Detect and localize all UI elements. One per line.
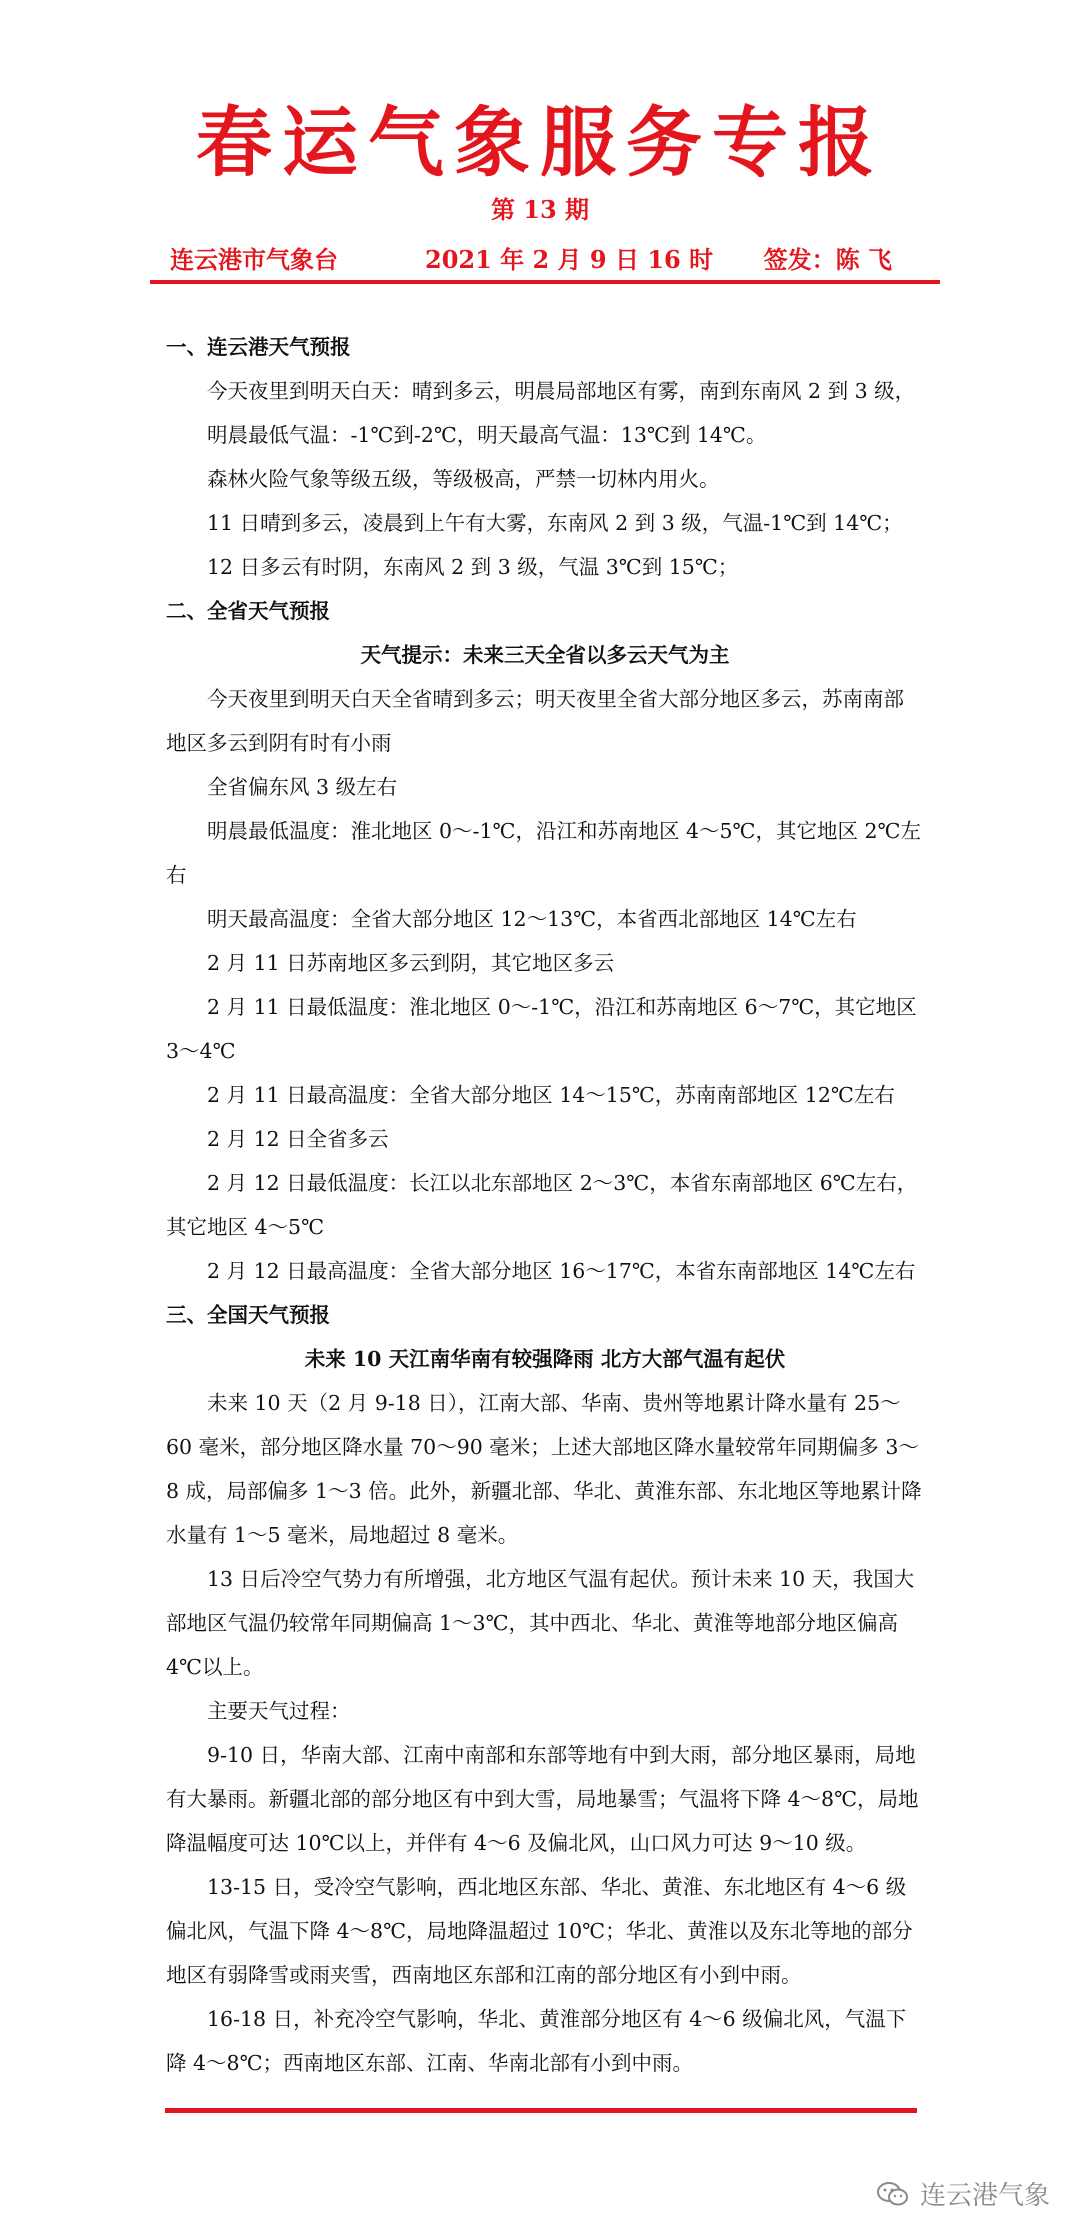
footer-divider [165,2108,917,2113]
paragraph: 全省偏东风 3 级左右 [207,775,398,799]
paragraph: 11 日晴到多云，凌晨到上午有大雾，东南风 2 到 3 级，气温-1℃到 14℃； [207,511,903,535]
header-divider [150,280,940,284]
section-subtitle: 天气提示：未来三天全省以多云天气为主 [360,643,730,667]
paragraph: 明晨最低温度：淮北地区 0～-1℃，沿江和苏南地区 4～5℃，其它地区 2℃左右 [166,819,921,887]
wechat-icon [876,2181,910,2207]
paragraph: 12 日多云有时阴，东南风 2 到 3 级，气温 3℃到 15℃； [207,555,739,579]
paragraph: 今天夜里到明天白天全省晴到多云；明天夜里全省大部分地区多云，苏南南部地区多云到阴有时有小雨 [166,687,904,755]
paragraph: 今天夜里到明天白天：晴到多云，明晨局部地区有雾，南到东南风 2 到 3 级， [207,379,916,403]
watermark-text: 连云港气象 [919,2181,1050,2211]
paragraph: 13 日后冷空气势力有所增强，北方地区气温有起伏。预计未来 10 天，我国大部地区气温仍较常年同期偏高 1～3℃，其中西北、华北、黄淮等地部分地区偏高 4℃以上。 [166,1567,915,1679]
paragraph: 2 月 11 日最高温度：全省大部分地区 14～15℃，苏南南部地区 12℃左右 [207,1083,895,1107]
paragraph: 9-10 日，华南大部、江南中南部和东部等地有中到大雨，部分地区暴雨，局地有大暴雨。新疆北部的部分地区有中到大雪，局地暴雪；气温将下降 4～8℃，局地降温幅度可达 10℃以上，并伴有 4～6 及偏北风，山口风力可达 9～10 级。 [166,1743,919,1855]
issue-number: 第 13 期 [490,195,590,224]
paragraph: 明晨最低气温：-1℃到-2℃，明天最高气温：13℃到 14℃。 [207,423,767,447]
paragraph: 主要天气过程： [207,1699,351,1723]
page-title: 春运气象服务专报 [196,98,884,187]
paragraph: 16-18 日，补充冷空气影响，华北、黄淮部分地区有 4～6 级偏北风，气温下降 4～8℃；西南地区东部、江南、华南北部有小到中雨。 [166,2007,907,2075]
account-watermark [876,2175,1050,2212]
section-heading: 三、全国天气预报 [166,1303,330,1327]
header-meta [170,240,910,274]
report-body [166,325,924,2085]
signer: 签发：陈 飞 [763,245,892,274]
paragraph: 明天最高温度：全省大部分地区 12～13℃，本省西北部地区 14℃左右 [207,907,857,931]
paragraph: 2 月 12 日全省多云 [207,1127,389,1151]
paragraph: 森林火险气象等级五级，等级极高，严禁一切林内用火。 [207,467,720,491]
section-heading: 一、连云港天气预报 [166,335,351,359]
paragraph: 2 月 11 日苏南地区多云到阴，其它地区多云 [207,951,615,975]
section-subtitle: 未来 10 天江南华南有较强降雨 北方大部气温有起伏 [304,1347,786,1371]
issue-date: 2021 年 2 月 9 日 16 时 [425,245,714,274]
paragraph: 未来 10 天（2 月 9-18 日），江南大部、华南、贵州等地累计降水量有 25～60 毫米，部分地区降水量 70～90 毫米；上述大部地区降水量较常年同期偏多 3～8 成，局部偏多 1～3 倍。此外，新疆北部、华北、黄淮东部、东北地区等地累计降水量有 1～5 毫米，局地超过 8 毫米。 [166,1391,922,1547]
paragraph: 2 月 12 日最低温度：长江以北东部地区 2～3℃，本省东南部地区 6℃左右，其它地区 4～5℃ [166,1171,918,1239]
paragraph: 2 月 11 日最低温度：淮北地区 0～-1℃，沿江和苏南地区 6～7℃，其它地区 3～4℃ [166,995,917,1063]
paragraph: 13-15 日，受冷空气影响，西北地区东部、华北、黄淮、东北地区有 4～6 级偏北风，气温下降 4～8℃，局地降温超过 10℃；华北、黄淮以及东北等地的部分地区有弱降雪或雨夹雪，西南地区东部和江南的部分地区有小到中雨。 [166,1875,913,1987]
paragraph: 2 月 12 日最高温度：全省大部分地区 16～17℃，本省东南部地区 14℃左右 [207,1259,916,1283]
issuing-org: 连云港市气象台 [170,245,338,274]
section-heading: 二、全省天气预报 [166,599,330,623]
